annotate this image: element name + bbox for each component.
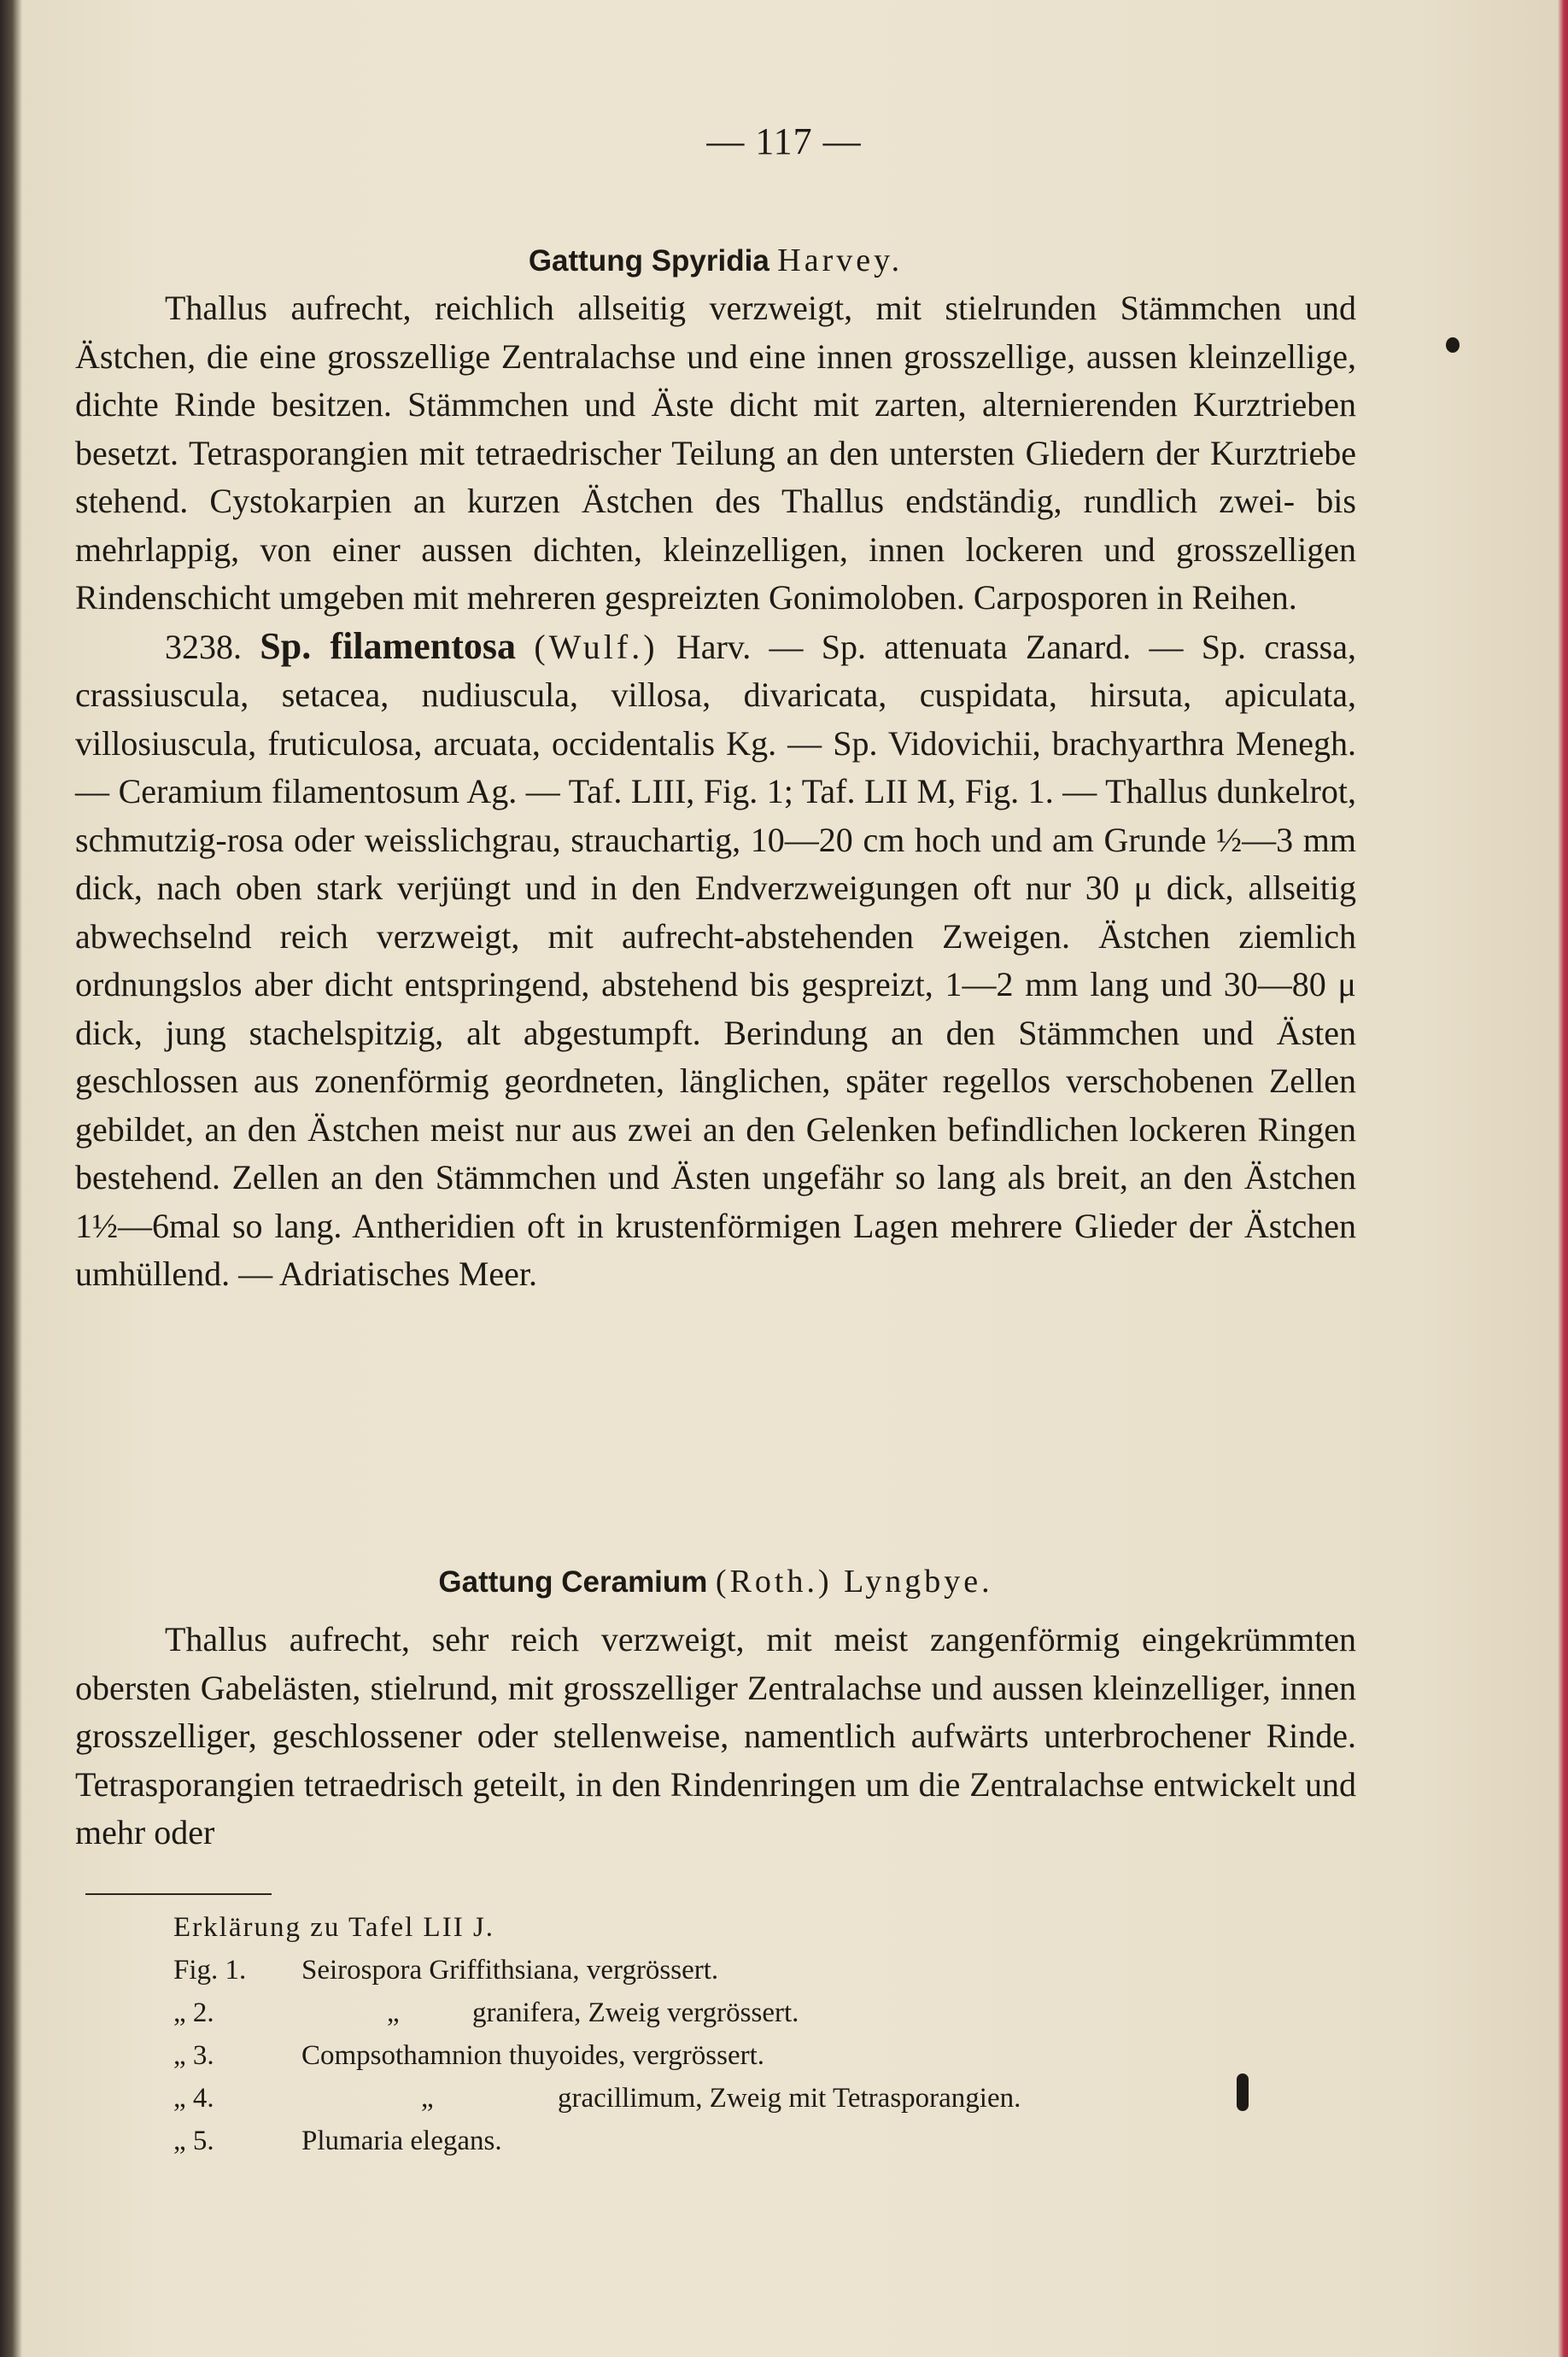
figure-label: „ 4. <box>173 2083 214 2114</box>
species-author: (Wulf.) <box>534 627 658 666</box>
species-number: 3238. <box>165 627 242 666</box>
plate-explanation <box>173 1906 1284 2162</box>
figure-caption: Compsothamnion thuyoides, vergrössert. <box>301 2040 765 2071</box>
figure-label: „ 3. <box>173 2040 214 2071</box>
figure-label: „ 5. <box>173 2126 214 2156</box>
footnote-divider <box>85 1893 272 1895</box>
genus-heading <box>75 1563 1356 1600</box>
figure-caption: gracillimum, Zweig mit Tetrasporangien. <box>558 2083 1021 2114</box>
footnote-row <box>173 2120 1284 2162</box>
page-edge-red <box>1558 0 1568 2357</box>
footnote-title: Erklärung zu Tafel LII J. <box>173 1912 495 1943</box>
ditto-mark: „ <box>421 2083 434 2114</box>
figure-caption: Seirospora Griffithsiana, vergrössert. <box>301 1955 719 1986</box>
species-name: Sp. filamentosa <box>260 624 517 667</box>
figure-caption: granifera, Zweig vergrössert. <box>472 1997 799 2028</box>
spyridia-section <box>75 242 1356 1299</box>
genus-description: Thallus aufrecht, reichlich allseitig verzweigt, mit stielrunden Stämmchen und Ästchen, die eine grosszellige Zentralachse und eine innen grosszellige, aussen kleinzellige, dichte Rinde besitzen. Stämmchen und Äste dicht mit zarten, alternierenden Kurztrieben besetzt. Tetrasporangien mit tetraedrischer Teilung an den untersten Gliedern der Kurztriebe stehend. Cystokarpien an kurzen Ästchen des Thallus endständig, rundlich zwei- bis mehrlappig, von einer aussen dichten, kleinzelligen, innen lockeren und grosszelligen Rindenschicht umgeben mit mehreren gespreizten Gonimoloben. Carposporen in Reihen. <box>75 289 1356 617</box>
ditto-mark: „ <box>387 1997 400 2028</box>
genus-heading <box>75 242 1356 279</box>
species-description: Harv. — Sp. attenuata Zanard. — Sp. crassa, crassiuscula, setacea, nudiuscula, villosa, divaricata, cuspidata, hirsuta, apiculata, villosiuscula, fruticulosa, arcuata, occidentalis Kg. — Sp. Vidovichii, brachyarthra Menegh. — Ceramium filamentosum Ag. — Taf. LIII, Fig. 1; Taf. LII M, Fig. 1. — Thallus dunkelrot, schmutzig-rosa oder weisslichgrau, strauchartig, 10—20 cm hoch und am Grunde ½—3 mm dick, nach oben stark verjüngt und in den Endverzweigungen oft nur 30 μ dick, allseitig abwechselnd reich verzweigt, mit aufrecht-abstehenden Zweigen. Ästchen ziemlich ordnungslos aber dicht entspringend, abstehend bis gespreizt, 1—2 mm lang und 30—80 μ dick, jung stachelspitzig, alt abgestumpft. Berindung an den Stämmchen und Ästen geschlossen aus zonenförmig geordneten, länglichen, später regellos verschobenen Zellen gebildet, an den Ästchen meist nur aus zwei an den Gelenken befindlichen lockeren Ringen bestehend. Zellen an den Stämmchen und Ästen ungefähr so lang als breit, an den Ästchen 1½—6mal so lang. Antheridien oft in krustenförmigen Lagen mehrere Glieder der Ästchen umhüllend. — Adriatisches Meer. <box>75 627 1356 1293</box>
figure-caption: Plumaria elegans. <box>301 2126 502 2156</box>
genus-author: Harvey. <box>777 243 904 278</box>
figure-label: Fig. 1. <box>173 1955 247 1986</box>
footnote-row <box>173 2077 1284 2120</box>
footnote-row <box>173 1991 1284 2034</box>
genus-description: Thallus aufrecht, sehr reich verzweigt, mit meist zangenförmig eingekrümmten obersten Gabelästen, stielrund, mit grosszelliger Zentralachse und aussen kleinzelliger, innen grosszelliger, geschlossener oder stellenweise, namentlich aufwärts unterbrochener Rinde. Tetrasporangien tetraedrisch geteilt, in den Rindenringen um die Zentralachse entwickelt und mehr oder <box>75 1620 1356 1851</box>
page-binding-shadow <box>0 0 22 2357</box>
footnote-row <box>173 1949 1284 1991</box>
genus-author: (Roth.) Lyngbye. <box>715 1564 993 1600</box>
page-number: — 117 — <box>706 120 862 162</box>
ink-spot <box>1446 337 1460 353</box>
genus-name: Gattung Spyridia <box>528 244 769 278</box>
ceramium-section <box>75 1563 1356 1857</box>
footnote-row <box>173 2034 1284 2077</box>
genus-name: Gattung Ceramium <box>438 1565 708 1599</box>
species-entry <box>75 623 1356 1299</box>
figure-label: „ 2. <box>173 1997 214 2028</box>
